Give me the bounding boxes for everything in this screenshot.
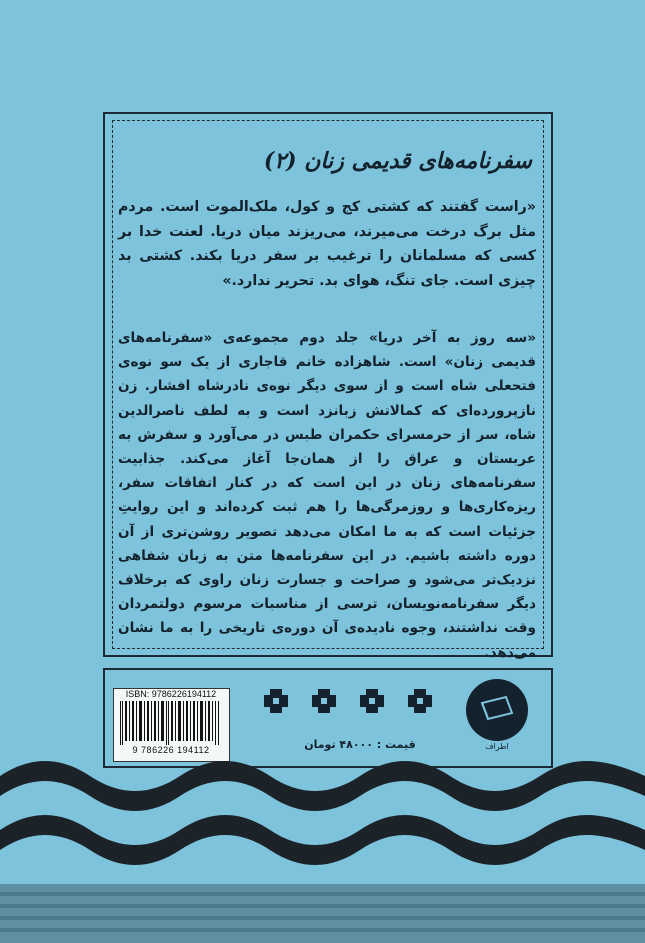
isbn-digits: 9 786226 194112 [132,745,210,755]
isbn-label: ISBN: 9786226194112 [125,689,217,699]
price-label: قیمت : ۴۸۰۰۰ تومان [304,738,416,751]
ornament-icon [264,689,288,713]
book-description: «سه روز به آخر دریا» جلد دوم مجموعه‌ی «سفرنامه‌های قدیمی زنان» است. شاهزاده خانم قاجاری از یک سو نوه‌ی فتحعلی شاه است و از سوی دیگر نوه‌ی نادرشاه افشار. زن نازپرورده‌ای که کمالاتش زبانزد است و به لطف ناصرالدین شاه، سر از حرمسرای حکمران طبس در می‌آورد و سفرش به عربستان و عراق را از همان‌جا آغاز می‌کند. جذابیت سفرنامه‌های زنان در این است که در کنار اتفاقات سفر، ریزه‌کاری‌ها و روزمرگی‌ها را هم ثبت کرده‌اند و این روایتِ جزئیات است که به ما امکان می‌دهد تصویر روشن‌تری از آن دوره داشته باشیم. در این سفرنامه‌ها متن به زبان شفاهی نزدیک‌تر می‌شود و صراحت و جسارت زنان راوی که برخلاف دیگر سفرنامه‌نویسان، ترسی از مناسبات مرسوم دولتمردان وقت نداشتند، وجوه نادیده‌ی آن دوره‌ی تاریخی را به ما نشان می‌دهد. [118,330,536,661]
ornament-icon [360,689,384,713]
ornament-icon [312,689,336,713]
publisher-logo [466,679,528,741]
wave-pattern [0,752,645,943]
book-title: سفرنامه‌های قدیمی زنان (۲) [263,148,532,174]
ornament-icon [408,689,432,713]
book-quote: «راست گفتند که کشتی کج و کول، ملک‌الموت است. مردم مثل برگ درخت می‌میرند، می‌ریزند میان دریا. لعنت خدا بر کسی که مسلمانان را ترغیب بر سفر دریا بکند. کشتی بد چیزی است. جای تنگ، هوای بد. تحریر ندارد.» [118,199,536,289]
barcode [118,701,222,745]
publisher-name: اطراف [485,742,509,751]
ornament-row [258,686,448,716]
cube-icon [466,679,528,741]
